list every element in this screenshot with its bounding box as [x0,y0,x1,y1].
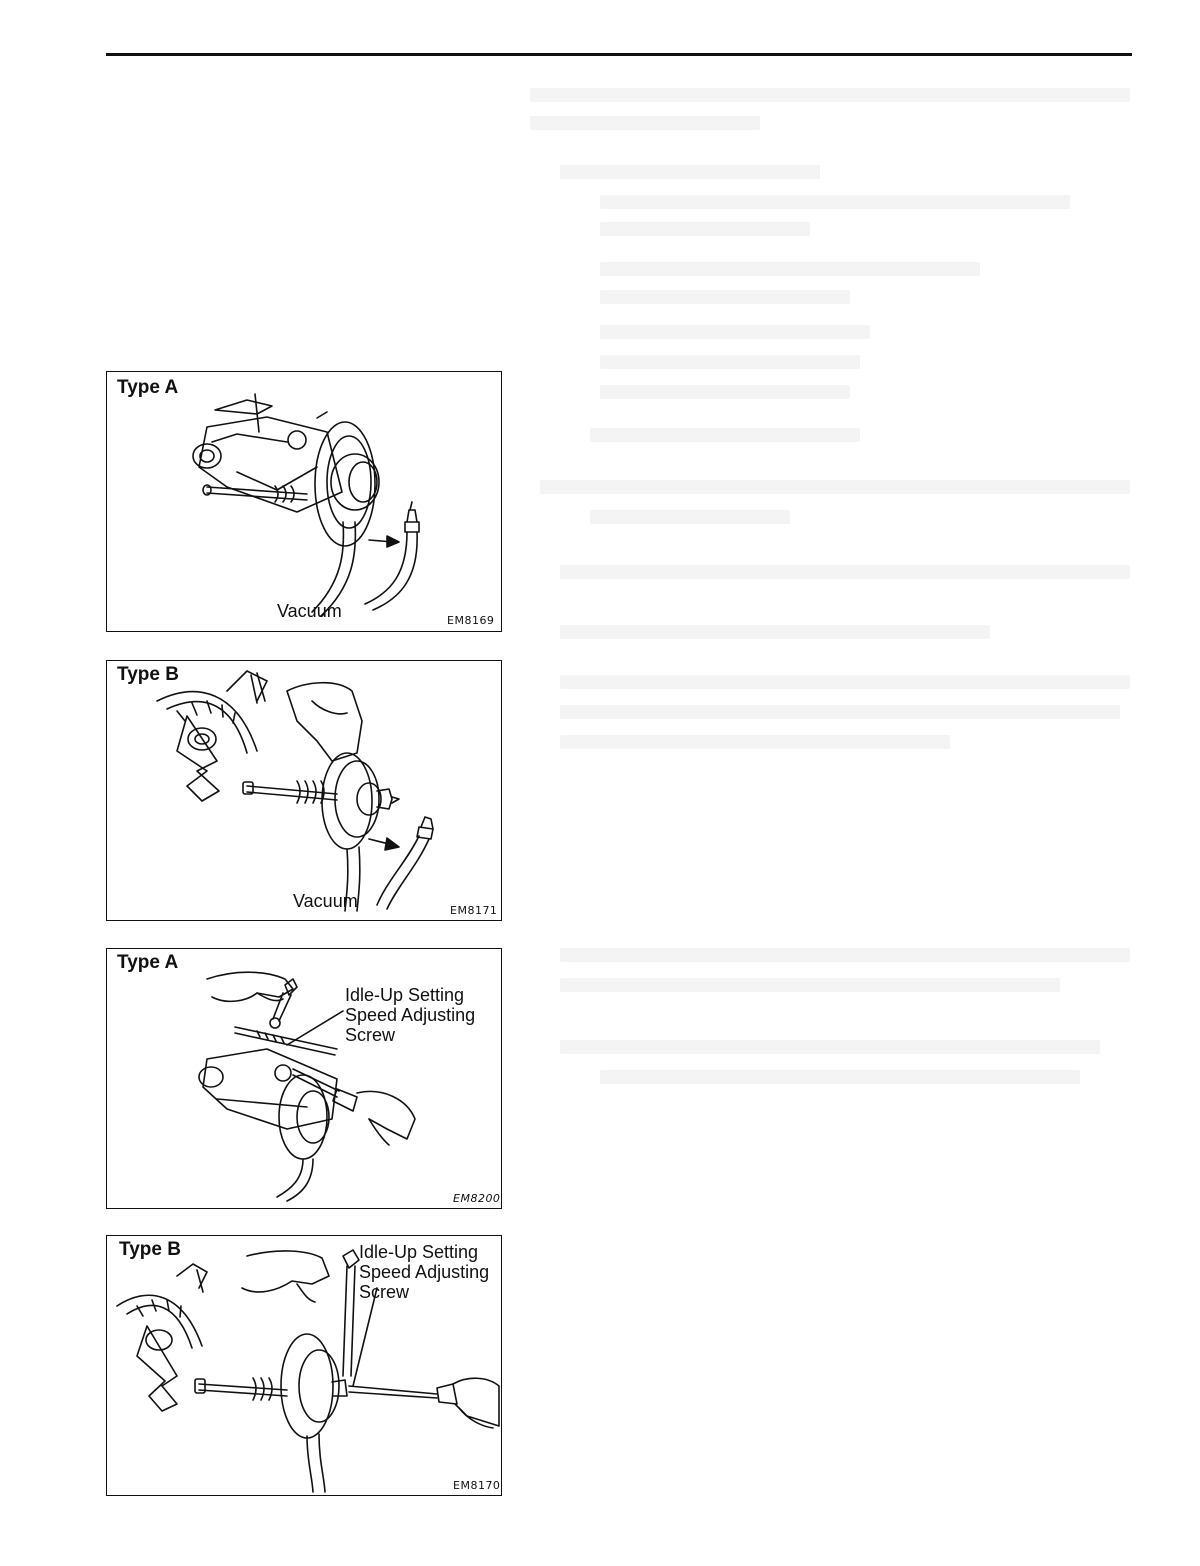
label-line-3: Screw [345,1025,396,1045]
vacuum-label: Vacuum [293,891,358,911]
figure-type-a-vacuum [106,371,502,632]
label-line-1: Idle-Up Setting [359,1242,479,1262]
figure-type-b-vacuum [106,660,502,921]
idle-up-actuator-drawing [107,372,503,633]
label-line-3: Screw [359,1282,410,1302]
figure-type-label: Type B [119,1239,181,1260]
figure-code: EM8169 [447,614,495,627]
idle-up-actuator-drawing [107,661,503,922]
figure-code: EM8200 [453,1192,501,1205]
vacuum-label: Vacuum [277,601,342,621]
figure-type-b-adjusting [106,1235,502,1496]
label-line-2: Speed Adjusting [345,1005,476,1025]
label-line-1: Idle-Up Setting [345,985,465,1005]
figure-code: EM8171 [450,904,498,917]
figure-code: EM8170 [453,1479,501,1492]
label-line-2: Speed Adjusting [359,1262,490,1282]
figure-type-label: Type A [117,952,179,973]
figure-type-label: Type B [117,664,179,685]
figure-type-label: Type A [117,377,179,398]
figure-type-a-adjusting [106,948,502,1209]
header-rule [106,53,1132,56]
adjusting-screw-drawing [107,1236,503,1497]
adjusting-screw-drawing [107,949,503,1210]
